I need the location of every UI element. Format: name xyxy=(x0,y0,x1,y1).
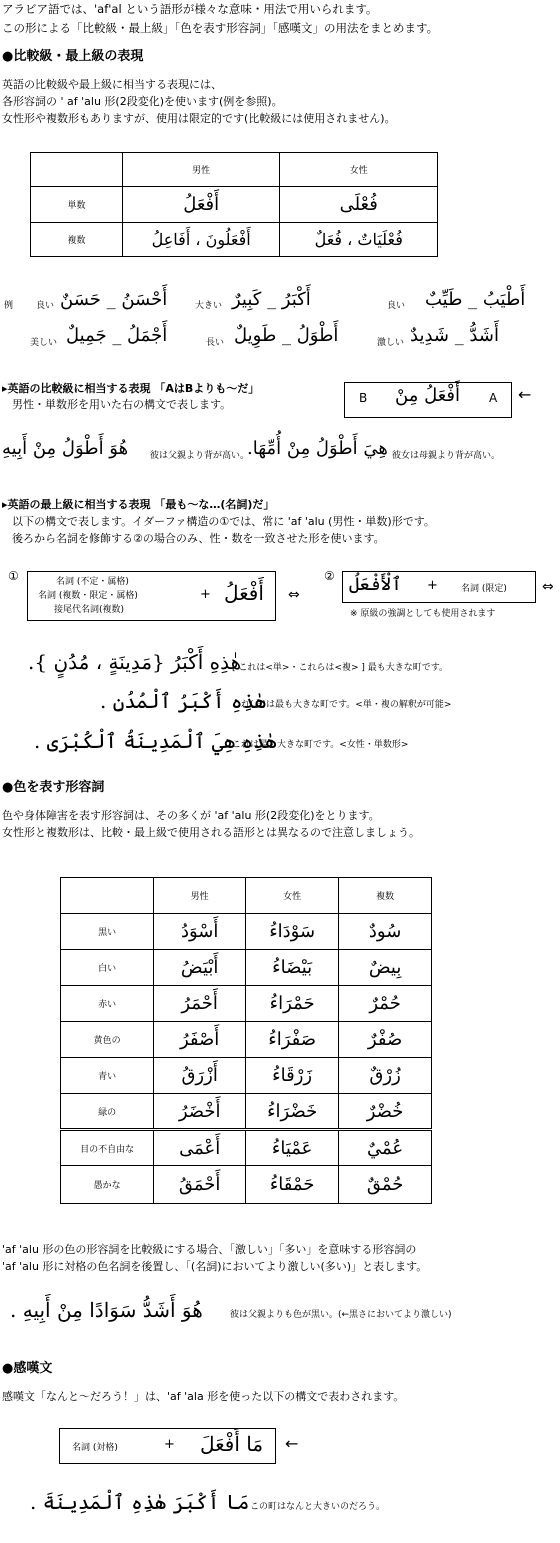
row-label: 愚かな xyxy=(61,1166,154,1204)
cell-plural: سُودٌ xyxy=(339,914,432,950)
cell-male: أَسْوَدُ xyxy=(154,914,246,950)
cell-male: أَحْمَقُ xyxy=(154,1166,246,1204)
color-comparative-example-arabic: هُوَ أَشَدُّ سَوَادًا مِنْ أَبِيهِ . xyxy=(10,1298,203,1322)
example-arabic: أَشَدُّ _ شَدِيدٌ xyxy=(410,325,499,346)
color-comparative-example-gloss: 彼は父親よりも色が黒い。(←黒さにおいてより激しい) xyxy=(230,1310,452,1320)
box1-line-2: 名詞 (複数・限定・属格) xyxy=(38,591,138,601)
comparative-forms-table xyxy=(30,152,438,257)
row-label: 黄色の xyxy=(61,1022,154,1058)
s1-paragraph-3: 女性形や複数形もありますが、使用は限定的です(比較級には使用されません)。 xyxy=(2,112,396,125)
rtl-arrow-icon: ← xyxy=(285,1434,299,1453)
example-arabic: أَجْمَلُ _ جَمِيلٌ xyxy=(66,325,168,346)
comparative-example-arabic: هِيَ أَطْوَلُ مِنْ أُمِّهَا. xyxy=(247,438,388,459)
row-label: 赤い xyxy=(61,986,154,1022)
s1-paragraph-2: 各形容詞の ' af 'alu 形(2段変化)を使います(例を参照)。 xyxy=(2,95,283,108)
cell-male: أَعْمَى xyxy=(154,1130,246,1166)
s1-paragraph-1: 英語の比較級や最上級に相当する表現には、 xyxy=(2,78,222,91)
exclamation-example-gloss: この町はなんと大きいのだろう。 xyxy=(250,1502,386,1512)
box2-arabic: ٱلْأَفْعَلُ xyxy=(349,574,402,595)
superlative-paragraph-1: 以下の構文で表します。イダーファ構造の①では、常に 'af 'alu (男性・単数)形です。 xyxy=(12,515,435,528)
s2-paragraph-3: 'af 'alu 形の色の形容詞を比較級にする場合、「激しい」「多い」を意味する形容詞の xyxy=(2,1243,417,1256)
col-header-male: 男性 xyxy=(154,878,246,914)
row-label-singular: 単数 xyxy=(31,187,123,223)
cell-male: أَخْضَرُ xyxy=(154,1094,246,1130)
cell-female: صَفْرَاءُ xyxy=(246,1022,339,1058)
superlative-example-gloss: これ(ら)は最も大きな町です。<単・複の解釈が可能> xyxy=(232,700,452,710)
superlative-pattern-box-1 xyxy=(27,571,276,621)
section-heading-exclamation: ●感嘆文 xyxy=(2,1361,53,1376)
superlative-note: ※ 原級の強調としても使用されます xyxy=(350,609,496,619)
circled-number-2: ② xyxy=(324,569,335,583)
intro-line-2: この形による「比較級・最上級」「色を表す形容詞」「感嘆文」の用法をまとめます。 xyxy=(2,21,439,35)
box2-noun: 名詞 (限定) xyxy=(461,584,507,594)
cell-plural: حُمْرٌ xyxy=(339,986,432,1022)
row-label-plural: 複数 xyxy=(31,223,123,257)
row-label: 白い xyxy=(61,950,154,986)
cell-male: أَصْفَرُ xyxy=(154,1022,246,1058)
pattern-slot-b: B xyxy=(359,391,368,405)
example-gloss: 良い xyxy=(387,301,406,311)
cell-male-singular: أَفْعَلُ xyxy=(122,187,280,223)
example-gloss: 良い xyxy=(36,301,55,311)
col-header-female: 女性 xyxy=(280,153,438,187)
cell-female: سَوْدَاءُ xyxy=(246,914,339,950)
superlative-pattern-box-2 xyxy=(342,571,536,603)
example-gloss: 激しい xyxy=(377,338,405,348)
superlative-example-arabic: هٰذِهِ أَكْبَرُ {مَدِينَةٍ ، مُدُنٍ }. xyxy=(28,650,242,674)
superlative-example-gloss: これは最も大きな町です。<女性・単数形> xyxy=(232,740,409,750)
example-label: 例 xyxy=(4,301,14,311)
cell-female-plural: فُعْلَيَاتٌ ، فُعَلٌ xyxy=(280,223,438,257)
row-label: 目の不自由な xyxy=(61,1130,154,1166)
cell-male: أَزْرَقُ xyxy=(154,1058,246,1094)
cell-plural: حُمْقٌ xyxy=(339,1166,432,1204)
cell-female: حَمْرَاءُ xyxy=(246,986,339,1022)
color-adjectives-table xyxy=(60,877,432,1204)
cell-plural: عُمْيٌ xyxy=(339,1130,432,1166)
intro-line-1: アラビア語では、'af'al という語形が様々な意味・用法で用いられます。 xyxy=(2,2,378,16)
example-arabic: أَطْيَبُ _ طَيِّبٌ xyxy=(425,289,526,310)
superlative-example-arabic: هٰذِهِ أَكْبَرُ ٱلْمُدُنِ . xyxy=(100,689,267,713)
col-header-male: 男性 xyxy=(122,153,280,187)
pattern-slot-a: A xyxy=(489,391,498,405)
comparative-subtext: 男性・単数形を用いた右の構文で表します。 xyxy=(12,398,232,411)
cell-plural: زُرْقٌ xyxy=(339,1058,432,1094)
superlative-example-arabic: هٰذِهِ هِيَ ٱلْمَدِينَةُ ٱلْكُبْرَى . xyxy=(34,729,277,753)
plus-sign: + xyxy=(200,587,211,602)
cell-female-singular: فُعْلَى xyxy=(280,187,438,223)
circled-number-1: ① xyxy=(8,569,19,583)
comparative-example-arabic: هُوَ أَطْوَلُ مِنْ أَبِيهِ xyxy=(2,438,129,459)
example-arabic: أَطْوَلُ _ طَوِيلٌ xyxy=(234,325,339,346)
cell-male: أَبْيَضُ xyxy=(154,950,246,986)
cell-plural: بِيضٌ xyxy=(339,950,432,986)
equivalence-icon: ⇔ xyxy=(542,579,554,595)
col-header-plural: 複数 xyxy=(339,878,432,914)
s2-paragraph-2: 女性形と複数形は、比較・最上級で使用される語形とは異なるので注意しましょう。 xyxy=(2,826,420,839)
s2-paragraph-4: 'af 'alu 形に対格の色名詞を後置し、「(名詞)においてより激しい(多い)」と表します。 xyxy=(2,1260,428,1273)
exclamation-pattern-box xyxy=(59,1428,276,1464)
comparative-example-gloss: 彼は父親より背が高い。 xyxy=(150,451,250,461)
cell-plural: خُضْرٌ xyxy=(339,1094,432,1130)
cell-male-plural: أَفْعَلُونَ ، أَفَاعِلُ xyxy=(122,223,280,257)
table-corner-cell xyxy=(61,878,154,914)
example-gloss: 大きい xyxy=(195,301,223,311)
example-arabic: أَحْسَنُ _ حَسَنٌ xyxy=(60,289,168,310)
pattern-noun: 名詞 (対格) xyxy=(72,1443,118,1453)
cell-plural: صُفْرٌ xyxy=(339,1022,432,1058)
row-label: 緑の xyxy=(61,1094,154,1130)
exclamation-example-arabic: مَا أَكْبَرَ هٰذِهِ ٱلْمَدِينَةَ . xyxy=(30,1490,250,1514)
example-arabic: أَكْبَرُ _ كَبِيرٌ xyxy=(232,289,311,310)
rtl-arrow-icon: ← xyxy=(518,385,532,404)
s2-paragraph-1: 色や身体障害を表す形容詞は、その多くが 'af 'alu 形(2段変化)をとります。 xyxy=(2,809,380,822)
col-header-female: 女性 xyxy=(246,878,339,914)
cell-female: بَيْضَاءُ xyxy=(246,950,339,986)
plus-sign: + xyxy=(164,1437,175,1452)
box1-line-3: 接尾代名詞(複数) xyxy=(54,605,125,615)
superlative-heading: ▸英語の最上級に相当する表現 「最も～な…(名詞)だ」 xyxy=(2,498,275,511)
comparative-heading: ▸英語の比較級に相当する表現 「AはBよりも～だ」 xyxy=(2,382,260,395)
cell-female: حَمْقَاءُ xyxy=(246,1166,339,1204)
section-heading-colors: ●色を表す形容詞 xyxy=(2,780,105,795)
cell-female: خَضْرَاءُ xyxy=(246,1094,339,1130)
comparative-example-gloss: 彼女は母親より背が高い。 xyxy=(392,451,501,461)
pattern-arabic: أَفْعَلُ مِنْ xyxy=(395,385,460,406)
section-heading-comparative: ●比較級・最上級の表現 xyxy=(2,49,144,64)
cell-female: زَرْقَاءُ xyxy=(246,1058,339,1094)
equivalence-icon: ⇔ xyxy=(288,587,300,603)
box1-line-1: 名詞 (不定・属格) xyxy=(56,577,129,587)
table-corner-cell xyxy=(31,153,123,187)
plus-sign: + xyxy=(427,578,438,593)
cell-male: أَحْمَرُ xyxy=(154,986,246,1022)
cell-female: عَمْيَاءُ xyxy=(246,1130,339,1166)
superlative-paragraph-2: 後ろから名詞を修飾する②の場合のみ、性・数を一致させた形を使います。 xyxy=(12,532,385,545)
row-label: 黒い xyxy=(61,914,154,950)
example-gloss: 長い xyxy=(206,338,225,348)
example-gloss: 美しい xyxy=(30,338,58,348)
box1-arabic: أَفْعَلُ xyxy=(224,581,264,605)
superlative-example-gloss: [ これは<単>・これらは<複> ] 最も大きな町です。 xyxy=(232,663,449,673)
row-label: 青い xyxy=(61,1058,154,1094)
pattern-arabic: مَا أَفْعَلَ xyxy=(200,1432,264,1456)
comparative-pattern-box xyxy=(344,382,512,418)
s3-paragraph-1: 感嘆文「なんと～だろう！」は、'af 'ala 形を使った以下の構文で表わされます。 xyxy=(2,1390,405,1403)
